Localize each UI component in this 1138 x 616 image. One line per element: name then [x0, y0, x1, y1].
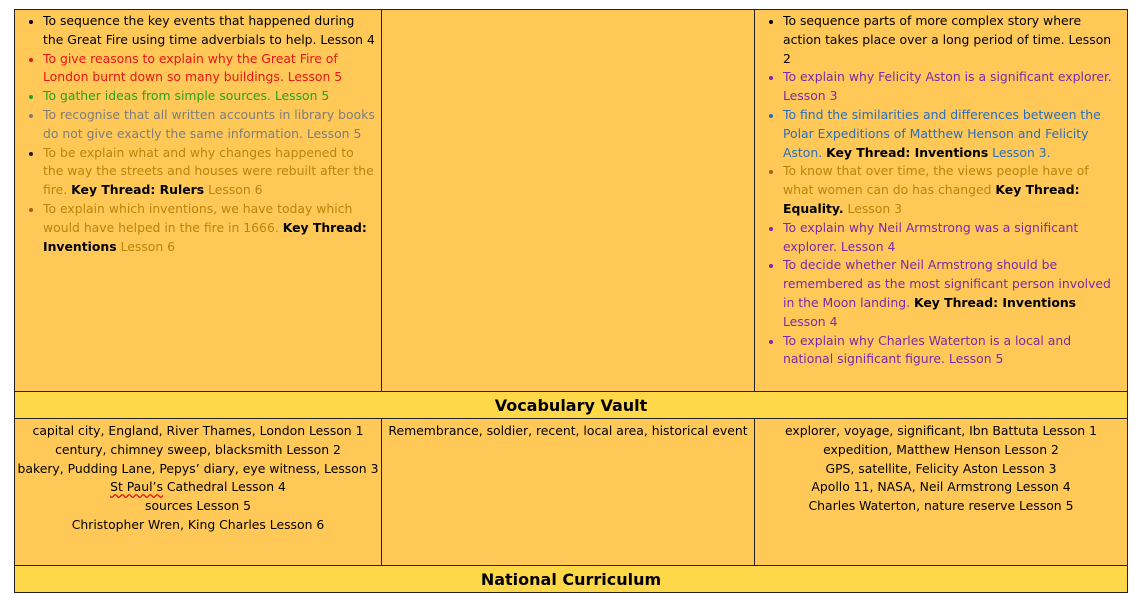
vocab-line: century, chimney sweep, blacksmith Lesson 2	[55, 441, 341, 457]
national-curriculum-heading: National Curriculum	[15, 566, 1128, 593]
vocab-line: explorer, voyage, significant, Ibn Battuta Lesson 1	[785, 423, 1097, 438]
objective-item	[783, 219, 1121, 257]
vocab-line-rest: Cathedral Lesson 4	[162, 479, 286, 495]
objective-text: To decide whether Neil Armstrong should be remembered as the most significant person involved in the Moon landing.	[783, 257, 1111, 310]
objective-text: To sequence the key events that happened during the Great Fire using time adverbials to help. Lesson 4	[43, 13, 375, 47]
vocab-line: Remembrance, soldier, recent, local area, historical event	[388, 423, 748, 438]
key-thread-label: Key Thread: Inventions	[826, 144, 989, 160]
vocab-line	[15, 478, 381, 497]
objective-text: To recognise that all written accounts in library books do not give exactly the same information. Lesson 5	[43, 106, 375, 141]
objective-item	[43, 12, 375, 50]
objective-text: To be explain what and why changes happened to the way the streets and houses were rebuilt after the fire.	[43, 144, 374, 198]
vocab-line: Charles Waterton, nature reserve Lesson 5	[808, 498, 1074, 514]
vocab-line: GPS, satellite, Felicity Aston Lesson 3	[825, 460, 1057, 476]
objective-item	[43, 144, 375, 200]
lesson-label: Lesson 6	[208, 182, 263, 198]
key-thread-label: Key Thread: Equality.	[783, 182, 1080, 216]
objectives-list-1	[15, 10, 381, 256]
objective-item	[43, 106, 375, 144]
objective-item	[783, 12, 1121, 68]
objective-text: To sequence parts of more complex story where action takes place over a long period of time. Lesson 2	[783, 13, 1112, 66]
objective-item	[43, 200, 375, 256]
objective-item	[783, 106, 1121, 162]
objective-item	[783, 68, 1121, 106]
vocab-cell-1	[15, 419, 382, 566]
objective-item	[783, 332, 1121, 370]
objectives-cell-3	[755, 10, 1128, 392]
vocab-line: bakery, Pudding Lane, Pepys’ diary, eye witness, Lesson 3	[17, 460, 379, 476]
vocab-line: expedition, Matthew Henson Lesson 2	[823, 441, 1059, 457]
key-thread-label: Key Thread: Rulers	[71, 182, 205, 198]
lesson-label: Lesson 6	[120, 238, 176, 254]
objectives-list-3	[755, 10, 1127, 369]
objective-text: To explain why Charles Waterton is a local and national significant figure. Lesson 5	[783, 332, 1072, 367]
lesson-label: Lesson 4	[783, 313, 838, 329]
vocab-line: capital city, England, River Thames, London Lesson 1	[32, 423, 364, 438]
key-thread-label: Key Thread: Inventions	[43, 219, 367, 254]
objectives-cell-2	[382, 10, 755, 392]
objective-item	[783, 162, 1121, 218]
curriculum-table	[14, 9, 1128, 593]
spellcheck-word: St Paul’s	[110, 479, 163, 495]
vocab-line: Apollo 11, NASA, Neil Armstrong Lesson 4	[811, 479, 1071, 495]
vocab-line: Christopher Wren, King Charles Lesson 6	[71, 516, 325, 532]
objective-text: To explain which inventions, we have today which would have helped in the fire in 1666.	[43, 200, 353, 235]
objective-text: To explain why Felicity Aston is a significant explorer. Lesson 3	[783, 69, 1112, 104]
objective-text: To know that over time, the views people have of what women can do has changed	[783, 163, 1089, 198]
objective-text: To gather ideas from simple sources. Lesson 5	[43, 88, 330, 104]
objectives-cell-1	[15, 10, 382, 392]
lesson-label: Lesson 3	[847, 200, 903, 216]
objective-text: To explain why Neil Armstrong was a significant explorer. Lesson 4	[783, 219, 1079, 254]
vocab-line: sources Lesson 5	[144, 498, 252, 514]
objective-item	[783, 256, 1121, 331]
vocabulary-vault-heading: Vocabulary Vault	[15, 392, 1128, 419]
objective-text: To find the similarities and differences between the Polar Expeditions of Matthew Henson and Felicity Aston.	[783, 106, 1101, 160]
lesson-label: Lesson 3.	[992, 144, 1051, 160]
vocab-cell-2	[382, 419, 755, 566]
key-thread-label: Key Thread: Inventions	[913, 294, 1077, 310]
vocab-cell-3	[755, 419, 1128, 566]
objective-text: To give reasons to explain why the Great Fire of London burnt down so many buildings. Lesson 5	[43, 50, 343, 85]
objective-item	[43, 87, 375, 106]
objective-item	[43, 50, 375, 88]
